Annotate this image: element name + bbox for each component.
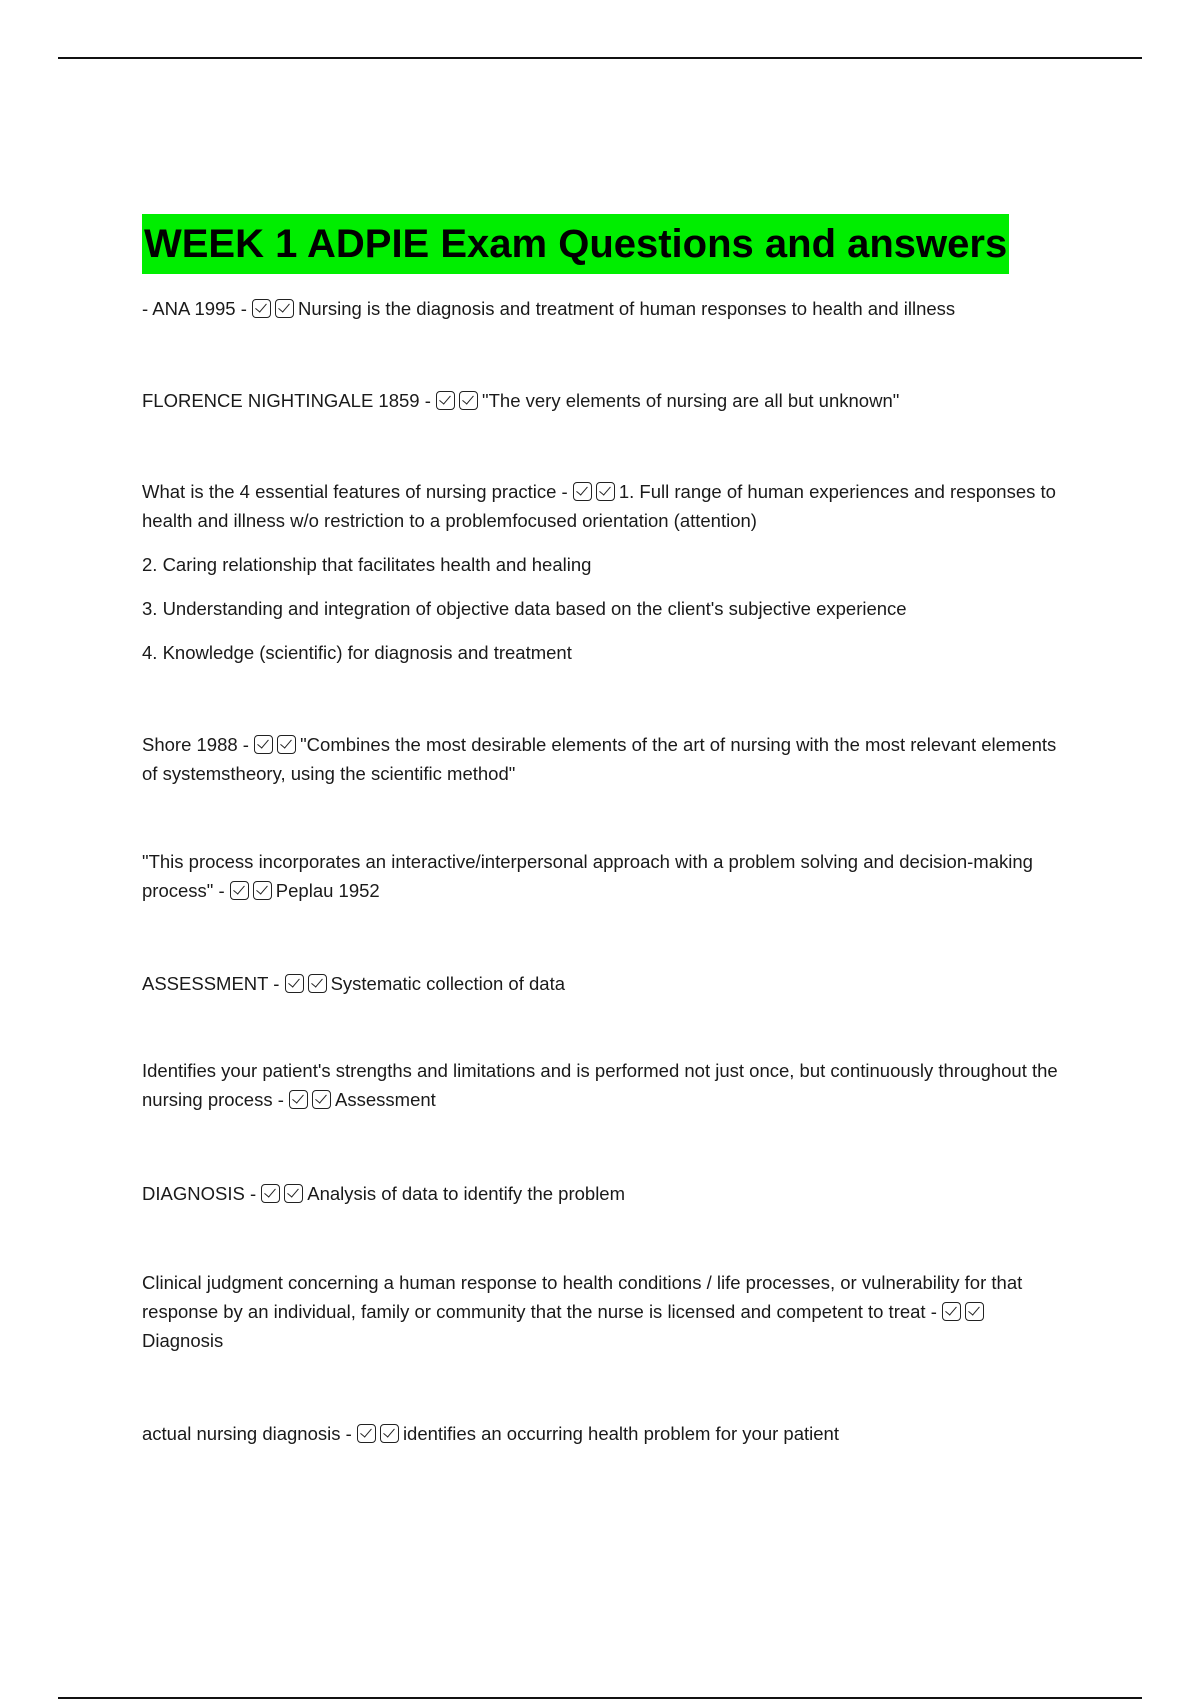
checkbox-checked-icon bbox=[965, 1302, 984, 1321]
answer-checks bbox=[573, 481, 619, 502]
qa-item-10 bbox=[142, 1419, 1062, 1448]
answer-checks bbox=[436, 390, 482, 411]
checkbox-checked-icon bbox=[275, 299, 294, 318]
answer-text: identifies an occurring health problem for your patient bbox=[402, 1423, 839, 1444]
qa-item-2 bbox=[142, 386, 1062, 415]
answer-text: Peplau 1952 bbox=[275, 880, 380, 901]
answer-checks bbox=[230, 880, 276, 901]
document-title: WEEK 1 ADPIE Exam Questions and answers bbox=[142, 214, 1009, 274]
qa-item-8 bbox=[142, 1179, 1062, 1208]
answer-checks bbox=[357, 1423, 403, 1444]
question-text: Clinical judgment concerning a human response to health conditions / life processes, or vulnerability for that response by an individual, family or community that the nurse is licensed and competent to treat - bbox=[142, 1272, 1023, 1322]
question-text: DIAGNOSIS - bbox=[142, 1183, 257, 1204]
answer-text: 1. Full range of human experiences and responses to health and illness w/o restriction to a problemfocused orientation (attention) bbox=[142, 481, 1056, 531]
bottom-rule bbox=[58, 1697, 1142, 1699]
answer-checks bbox=[252, 298, 298, 319]
top-rule bbox=[58, 57, 1142, 59]
checkbox-checked-icon bbox=[308, 974, 327, 993]
question-text: FLORENCE NIGHTINGALE 1859 - bbox=[142, 390, 431, 411]
checkbox-checked-icon bbox=[253, 881, 272, 900]
checkbox-checked-icon bbox=[596, 482, 615, 501]
answer-checks bbox=[254, 734, 300, 755]
checkbox-checked-icon bbox=[289, 1090, 308, 1109]
qa-item-1 bbox=[142, 294, 1062, 323]
checkbox-checked-icon bbox=[357, 1424, 376, 1443]
feature-item-3: 3. Understanding and integration of objective data based on the client's subjective experience bbox=[142, 598, 907, 619]
checkbox-checked-icon bbox=[284, 1184, 303, 1203]
question-text: "This process incorporates an interactive/interpersonal approach with a problem solving and decision-making process" - bbox=[142, 851, 1033, 901]
question-text: Shore 1988 - bbox=[142, 734, 249, 755]
answer-text: Assessment bbox=[335, 1089, 436, 1110]
checkbox-checked-icon bbox=[277, 735, 296, 754]
feature-item-4: 4. Knowledge (scientific) for diagnosis and treatment bbox=[142, 642, 572, 663]
question-text: - ANA 1995 - bbox=[142, 298, 247, 319]
checkbox-checked-icon bbox=[380, 1424, 399, 1443]
answer-checks bbox=[942, 1301, 988, 1322]
checkbox-checked-icon bbox=[459, 391, 478, 410]
qa-item-5 bbox=[142, 847, 1062, 905]
answer-text: Nursing is the diagnosis and treatment of human responses to health and illness bbox=[298, 298, 956, 319]
question-text: ASSESSMENT - bbox=[142, 973, 280, 994]
answer-text: Diagnosis bbox=[142, 1330, 224, 1351]
feature-item-2: 2. Caring relationship that facilitates health and healing bbox=[142, 554, 592, 575]
answer-checks bbox=[289, 1089, 335, 1110]
checkbox-checked-icon bbox=[436, 391, 455, 410]
qa-item-6 bbox=[142, 969, 1062, 998]
checkbox-checked-icon bbox=[285, 974, 304, 993]
question-text: What is the 4 essential features of nursing practice - bbox=[142, 481, 568, 502]
answer-text: Systematic collection of data bbox=[330, 973, 566, 994]
checkbox-checked-icon bbox=[230, 881, 249, 900]
answer-checks bbox=[285, 973, 331, 994]
qa-item-9 bbox=[142, 1268, 1062, 1355]
checkbox-checked-icon bbox=[942, 1302, 961, 1321]
checkbox-checked-icon bbox=[261, 1184, 280, 1203]
answer-text: Analysis of data to identify the problem bbox=[307, 1183, 626, 1204]
question-text: Identifies your patient's strengths and limitations and is performed not just once, but continuously throughout the nursing process - bbox=[142, 1060, 1058, 1110]
checkbox-checked-icon bbox=[573, 482, 592, 501]
question-text: actual nursing diagnosis - bbox=[142, 1423, 352, 1444]
checkbox-checked-icon bbox=[254, 735, 273, 754]
answer-text: "Combines the most desirable elements of the art of nursing with the most relevant elements of systemstheory, using the scientific method" bbox=[142, 734, 1057, 784]
checkbox-checked-icon bbox=[312, 1090, 331, 1109]
answer-text: "The very elements of nursing are all but unknown" bbox=[482, 390, 900, 411]
answer-checks bbox=[261, 1183, 307, 1204]
qa-item-7 bbox=[142, 1056, 1062, 1114]
checkbox-checked-icon bbox=[252, 299, 271, 318]
qa-item-4 bbox=[142, 730, 1062, 788]
qa-item-3 bbox=[142, 477, 1062, 535]
